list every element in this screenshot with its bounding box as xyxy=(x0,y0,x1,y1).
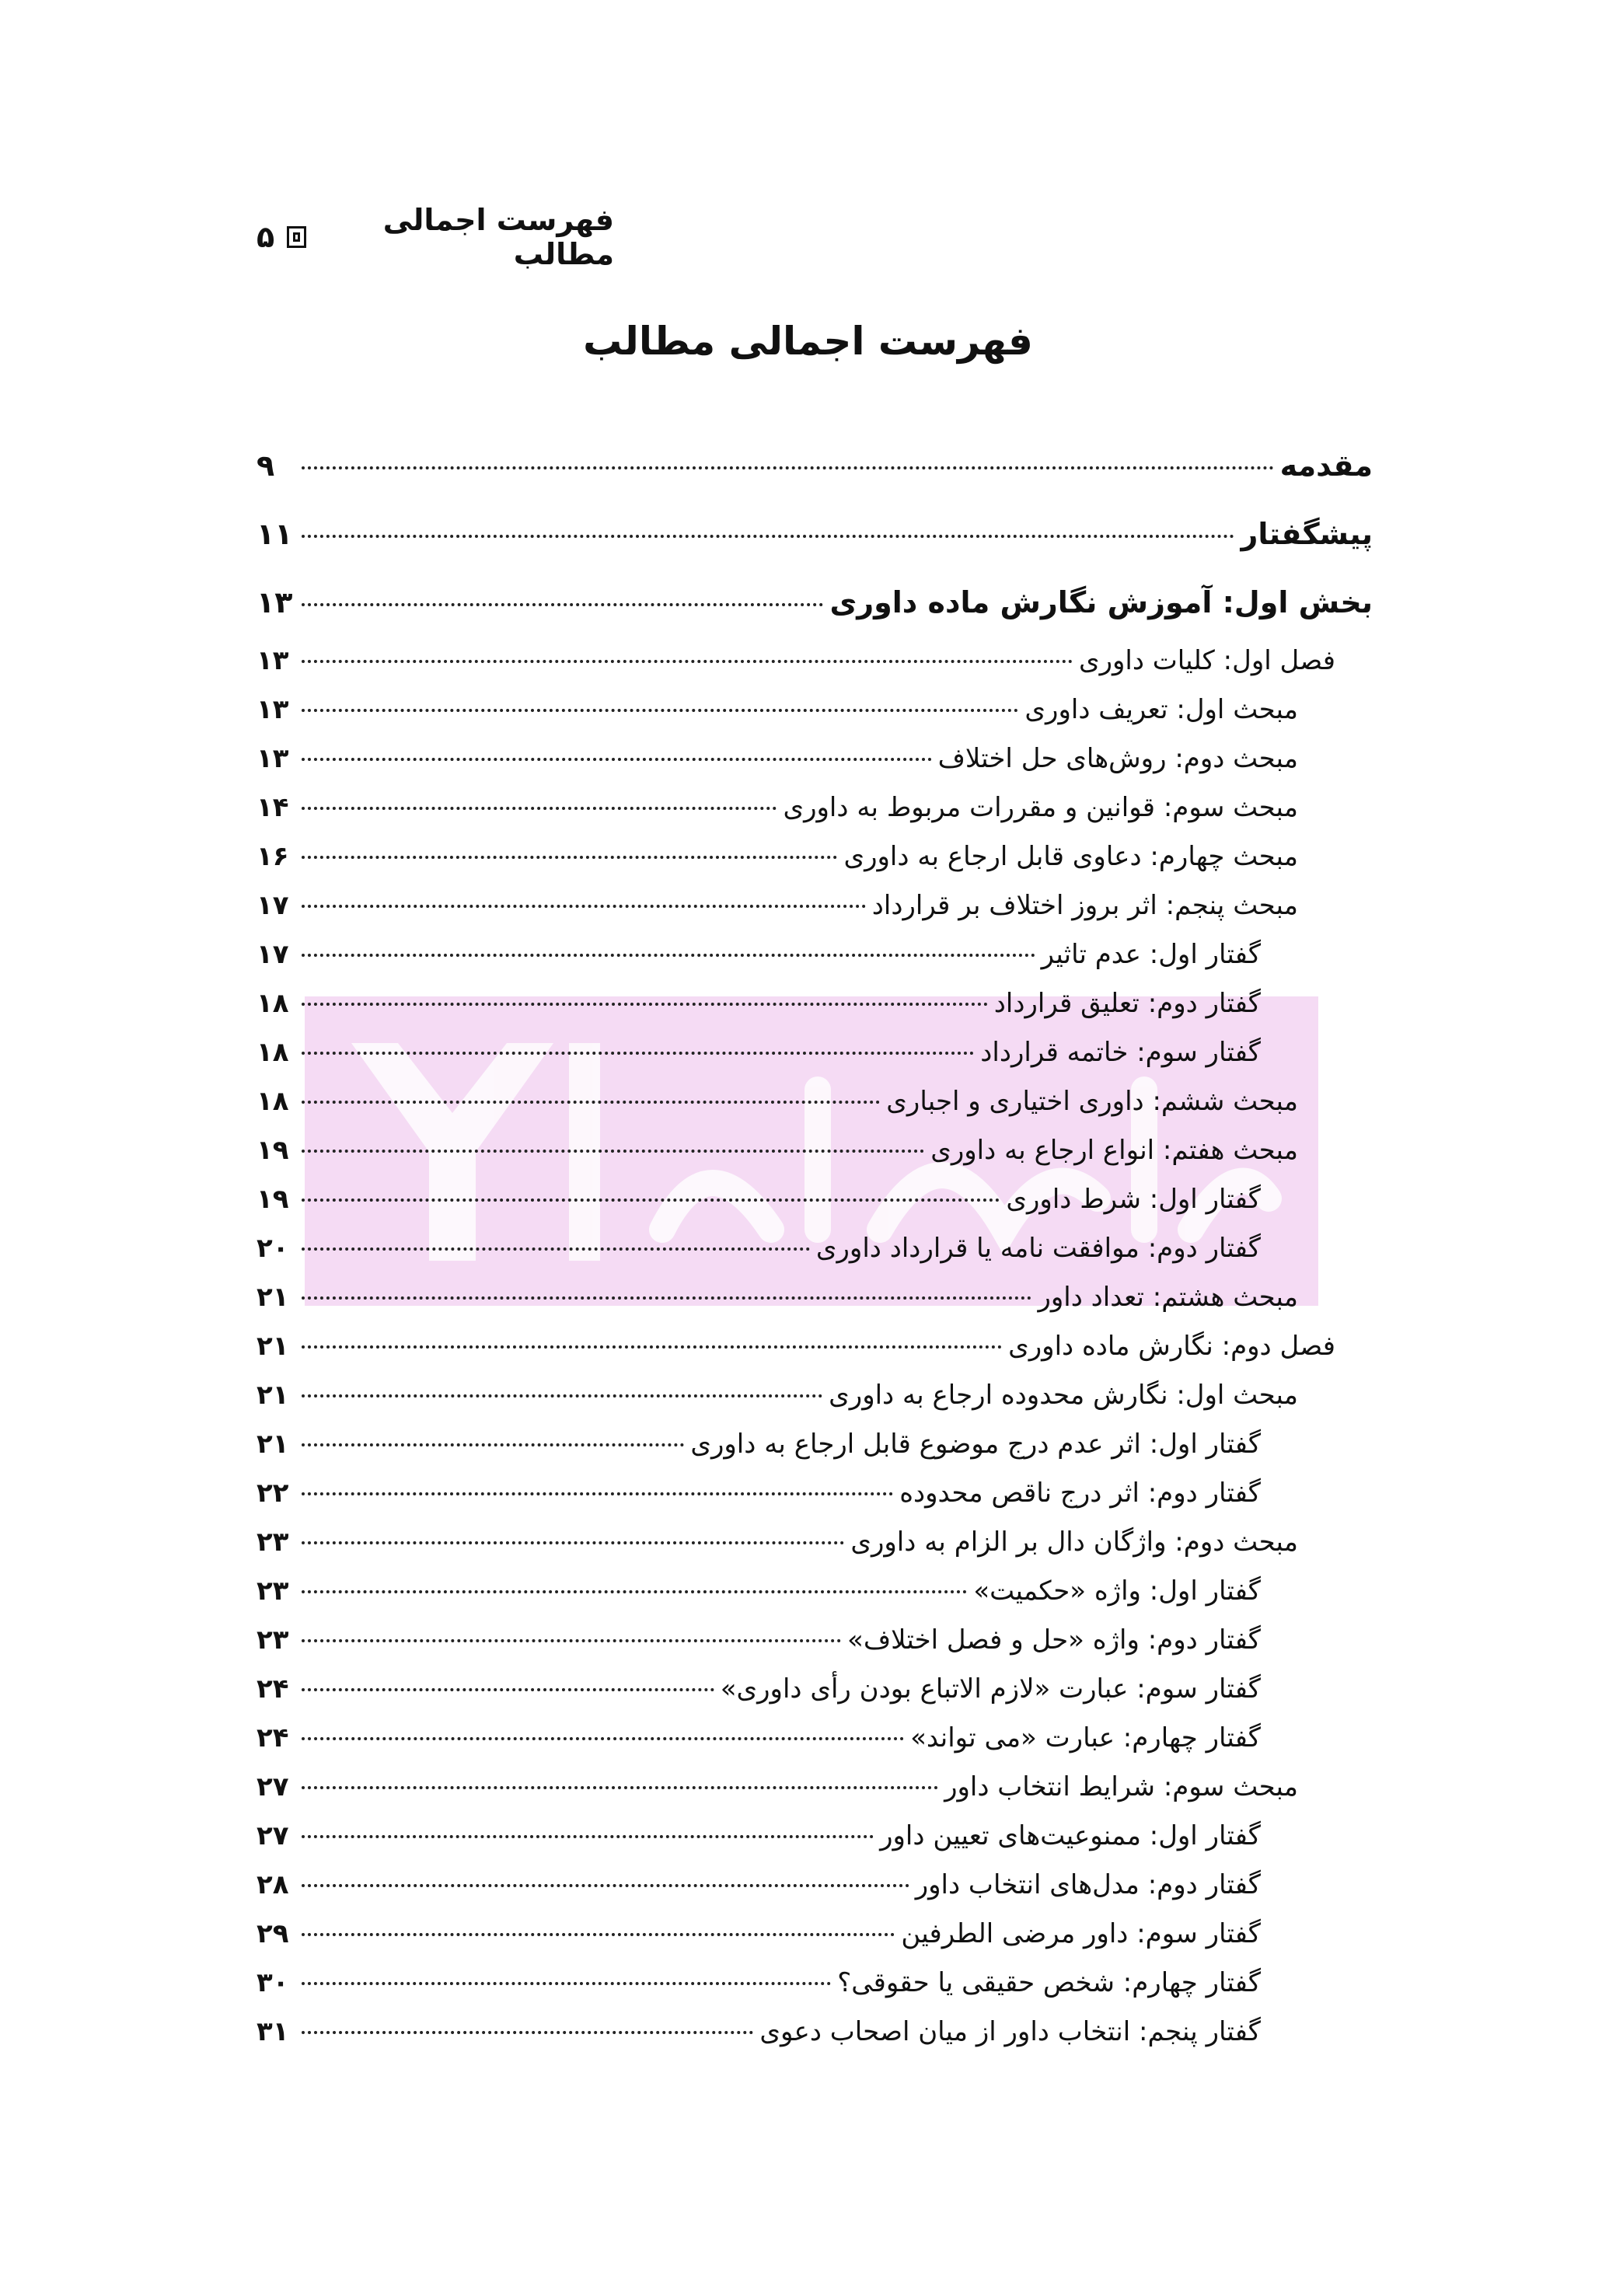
toc-entry-page: ۲۱ xyxy=(257,1331,289,1362)
toc-entry-page: ۱۳ xyxy=(257,743,289,774)
toc-entry-page: ۲۴ xyxy=(257,1673,289,1705)
toc-entry-page: ۲۱ xyxy=(257,1380,289,1411)
dot-leader xyxy=(302,1541,844,1544)
toc-entry-page: ۱۶ xyxy=(257,841,289,872)
toc-entry-page: ۱۸ xyxy=(257,1037,289,1068)
toc-entry-page: ۱۳ xyxy=(257,645,289,676)
toc-entry-title: مبحث ششم: داوری اختیاری و اجباری xyxy=(886,1086,1298,1117)
dot-leader xyxy=(302,1150,924,1153)
dot-leader xyxy=(302,1835,874,1838)
toc-entry-title: مبحث دوم: واژگان دال بر الزام به داوری xyxy=(850,1527,1298,1558)
toc-entry-title: گفتار دوم: تعلیق قرارداد xyxy=(993,988,1261,1019)
toc-entry xyxy=(257,1812,1373,1861)
dot-leader xyxy=(302,1688,714,1691)
toc-entry-title: گفتار دوم: موافقت نامه یا قرارداد داوری xyxy=(815,1233,1261,1264)
toc-entry xyxy=(257,930,1373,979)
dot-leader xyxy=(302,1884,909,1887)
toc-entry-title: گفتار اول: ممنوعیت‌های تعیین داور xyxy=(880,1820,1261,1851)
dot-leader xyxy=(302,1786,938,1789)
page-number: ۵ xyxy=(257,220,275,254)
toc-entry xyxy=(257,1028,1373,1077)
toc-entry xyxy=(257,1616,1373,1665)
dot-leader xyxy=(302,1247,810,1251)
toc-entry xyxy=(257,1518,1373,1567)
toc-entry xyxy=(257,1077,1373,1126)
toc-entry-page: ۲۴ xyxy=(257,1722,289,1753)
toc-entry-page: ۱۸ xyxy=(257,988,289,1019)
toc-entry-title: مبحث دوم: روش‌های حل اختلاف xyxy=(937,743,1298,774)
toc-entry xyxy=(257,1322,1373,1371)
running-header-title: فهرست اجمالی مطالب xyxy=(382,203,614,271)
dot-leader xyxy=(302,2031,753,2034)
dot-leader xyxy=(302,660,1073,663)
toc-entry-title: مبحث سوم: شرایط انتخاب داور xyxy=(944,1771,1298,1802)
square-ornament-icon xyxy=(287,226,306,248)
dot-leader xyxy=(302,535,1234,538)
toc-entry xyxy=(257,568,1373,637)
toc-entry-title: مبحث هشتم: تعداد داور xyxy=(1038,1282,1298,1313)
dot-leader xyxy=(302,603,823,606)
toc-entry-title: گفتار اول: شرط داوری xyxy=(1006,1184,1261,1215)
toc-entry-page: ۱۳ xyxy=(257,585,293,619)
toc-entry-page: ۲۳ xyxy=(257,1527,289,1558)
dot-leader xyxy=(302,758,932,761)
toc-entry xyxy=(257,1763,1373,1812)
dot-leader xyxy=(302,1590,967,1593)
running-header xyxy=(257,203,614,271)
dot-leader xyxy=(302,1003,988,1006)
dot-leader xyxy=(302,1296,1031,1300)
toc-entry-title: گفتار دوم: مدل‌های انتخاب داور xyxy=(915,1869,1261,1900)
toc-entry-title: پیشگفتار xyxy=(1241,517,1373,551)
toc-entry-title: گفتار دوم: واژه «حل و فصل اختلاف» xyxy=(847,1624,1261,1656)
toc-entry-page: ۲۸ xyxy=(257,1869,289,1900)
toc-entry xyxy=(257,735,1373,783)
dot-leader xyxy=(302,1394,822,1397)
toc-entry-page: ۳۰ xyxy=(257,1967,289,1998)
toc-entry xyxy=(257,1959,1373,2008)
toc-entry-title: مبحث سوم: قوانین و مقررات مربوط به داوری xyxy=(783,792,1298,823)
dot-leader xyxy=(302,856,837,859)
toc-entry-page: ۲۱ xyxy=(257,1282,289,1313)
toc-entry xyxy=(257,431,1373,500)
toc-entry-title: گفتار سوم: عبارت «لازم الاتباع بودن رأی داوری» xyxy=(720,1673,1261,1705)
dot-leader xyxy=(302,709,1018,712)
toc-entry-title: مبحث اول: نگارش محدوده ارجاع به داوری xyxy=(829,1380,1298,1411)
toc-entry-title: مبحث پنجم: اثر بروز اختلاف بر قرارداد xyxy=(871,890,1298,921)
toc-entry-title: فصل اول: کلیات داوری xyxy=(1078,645,1335,676)
toc-entry-title: گفتار سوم: خاتمه قرارداد xyxy=(980,1037,1261,1068)
toc-entry-title: گفتار چهارم: عبارت «می تواند» xyxy=(910,1722,1261,1753)
toc-entry-page: ۱۷ xyxy=(257,939,289,970)
dot-leader xyxy=(302,1199,1000,1202)
toc-entry-page: ۲۲ xyxy=(257,1478,289,1509)
toc-entry-page: ۲۹ xyxy=(257,1918,289,1949)
toc-entry-title: گفتار دوم: اثر درج ناقص محدوده xyxy=(899,1478,1261,1509)
toc-entry xyxy=(257,686,1373,735)
toc-entry xyxy=(257,832,1373,881)
toc-entry xyxy=(257,1273,1373,1322)
toc-entry-page: ۲۰ xyxy=(257,1233,289,1264)
dot-leader xyxy=(302,1345,1002,1349)
toc-entry xyxy=(257,1420,1373,1469)
toc-entry-title: مبحث چهارم: دعاوی قابل ارجاع به داوری xyxy=(843,841,1298,872)
toc-entry xyxy=(257,1224,1373,1273)
dot-leader xyxy=(302,954,1035,957)
toc-entry-title: گفتار چهارم: شخص حقیقی یا حقوقی؟ xyxy=(837,1967,1261,1998)
dot-leader xyxy=(302,807,777,810)
toc-entry-page: ۱۳ xyxy=(257,694,289,725)
toc-entry-title: مبحث اول: تعریف داوری xyxy=(1024,694,1298,725)
page-title: فهرست اجمالی مطالب xyxy=(583,319,1033,364)
toc-entry-page: ۲۱ xyxy=(257,1429,289,1460)
toc-entry xyxy=(257,1665,1373,1714)
toc-entry-page: ۳۱ xyxy=(257,2016,289,2047)
toc-entry xyxy=(257,783,1373,832)
toc-entry xyxy=(257,1861,1373,1910)
toc-entry xyxy=(257,1469,1373,1518)
toc-entry-page: ۱۹ xyxy=(257,1184,289,1215)
dot-leader xyxy=(302,466,1274,469)
toc-entry xyxy=(257,637,1373,686)
toc-entry-page: ۱۴ xyxy=(257,792,289,823)
toc-entry-page: ۲۳ xyxy=(257,1575,289,1607)
dot-leader xyxy=(302,1639,841,1642)
dot-leader xyxy=(302,1492,893,1495)
toc-entry-title: گفتار پنجم: انتخاب داور از میان اصحاب دعوی xyxy=(759,2016,1261,2047)
dot-leader xyxy=(302,1982,831,1985)
toc-entry-page: ۱۷ xyxy=(257,890,289,921)
toc-entry xyxy=(257,1126,1373,1175)
toc-entry-title: مقدمه xyxy=(1279,448,1373,483)
toc-entry-page: ۱۸ xyxy=(257,1086,289,1117)
table-of-contents xyxy=(257,431,1373,2057)
toc-entry-page: ۲۷ xyxy=(257,1771,289,1802)
toc-entry-page: ۱۹ xyxy=(257,1135,289,1166)
toc-entry-title: گفتار اول: اثر عدم درج موضوع قابل ارجاع به داوری xyxy=(690,1429,1261,1460)
dot-leader xyxy=(302,905,866,908)
toc-entry-page: ۱۱ xyxy=(257,517,293,551)
toc-entry xyxy=(257,1567,1373,1616)
toc-entry xyxy=(257,500,1373,568)
toc-entry-title: بخش اول: آموزش نگارش ماده داوری xyxy=(829,585,1373,619)
toc-entry-title: گفتار اول: عدم تاثیر xyxy=(1041,939,1261,970)
toc-entry-page: ۲۳ xyxy=(257,1624,289,1656)
dot-leader xyxy=(302,1101,880,1104)
toc-entry-page: ۹ xyxy=(257,448,275,483)
toc-entry-title: گفتار سوم: داور مرضی الطرفین xyxy=(901,1918,1261,1949)
dot-leader xyxy=(302,1933,895,1936)
toc-entry xyxy=(257,881,1373,930)
toc-entry xyxy=(257,1175,1373,1224)
toc-entry xyxy=(257,979,1373,1028)
dot-leader xyxy=(302,1443,684,1446)
toc-entry-page: ۲۷ xyxy=(257,1820,289,1851)
dot-leader xyxy=(302,1737,904,1740)
toc-entry xyxy=(257,1910,1373,1959)
toc-entry-title: فصل دوم: نگارش ماده داوری xyxy=(1008,1331,1335,1362)
toc-entry xyxy=(257,2008,1373,2057)
toc-entry xyxy=(257,1371,1373,1420)
toc-entry-title: گفتار اول: واژه «حکمیت» xyxy=(973,1575,1261,1607)
toc-entry-title: مبحث هفتم: انواع ارجاع به داوری xyxy=(930,1135,1298,1166)
dot-leader xyxy=(302,1052,974,1055)
toc-entry xyxy=(257,1714,1373,1763)
